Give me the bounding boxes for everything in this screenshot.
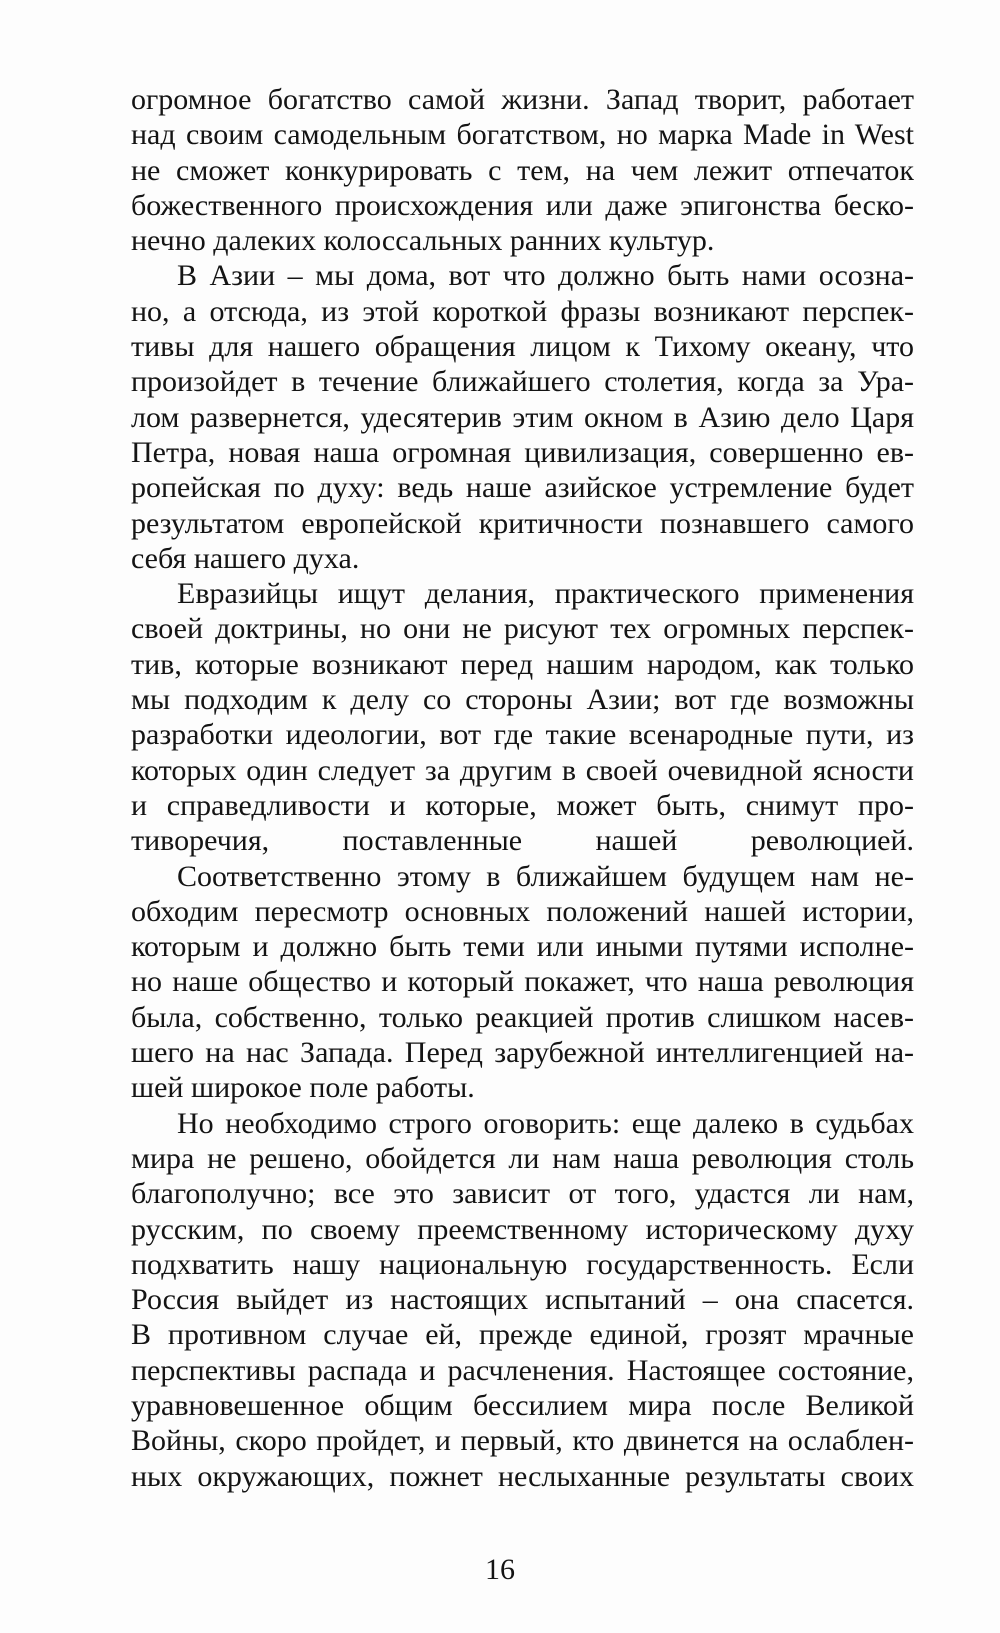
text-line: произойдет в течение ближайшего столетия, когда за Ура-: [131, 365, 914, 399]
text-line: Петра, новая наша огромная цивилизация, совершенно ев-: [131, 435, 914, 469]
text-line: Соответственно этому в ближайшем будущем нам не-: [177, 859, 914, 893]
text-line: перспективы распада и расчленения. Настоящее состояние,: [131, 1353, 914, 1387]
text-line: себя нашего духа.: [131, 541, 360, 575]
text-line: мы подходим к делу со стороны Азии; вот где возможны: [131, 683, 914, 717]
text-line: Но необходимо строго оговорить: еще далеко в судьбах: [177, 1106, 914, 1140]
text-line: но, а отсюда, из этой короткой фразы возникают перспек-: [131, 294, 914, 328]
text-line: Войны, скоро пройдет, и первый, кто двинется на ослаблен-: [131, 1424, 914, 1458]
text-line: не сможет конкурировать с тем, на чем лежит отпечаток: [131, 153, 914, 187]
text-line: обходим пересмотр основных положений нашей истории,: [131, 894, 914, 928]
text-line: В противном случае ей, прежде единой, грозят мрачные: [131, 1318, 914, 1352]
text-line: огромное богатство самой жизни. Запад творит, работает: [131, 83, 914, 116]
text-line: русским, по своему преемственному историческому духу: [131, 1212, 914, 1246]
text-line: своей доктрины, но они не рисуют тех огромных перспек-: [131, 612, 914, 646]
text-line: В Азии – мы дома, вот что должно быть нами осозна-: [177, 259, 914, 293]
text-line: лом развернется, удесятерив этим окном в Азию дело Царя: [131, 400, 914, 434]
text-line: нечно далеких колоссальных ранних культур.: [131, 224, 715, 258]
text-line: над своим самодельным богатством, но марка Made in West: [131, 118, 914, 152]
text-line: но наше общество и который покажет, что наша революция: [131, 965, 914, 999]
text-line: результатом европейской критичности познавшего самого: [131, 506, 914, 540]
text-line: Россия выйдет из настоящих испытаний – она спасется.: [131, 1283, 914, 1317]
text-line: тив, которые возникают перед нашим народом, как только: [131, 647, 914, 681]
body-text: [131, 82, 914, 1494]
text-line: благополучно; все это зависит от того, удастся ли нам,: [131, 1177, 914, 1211]
page-number: 16: [485, 1553, 515, 1586]
text-line: божественного происхождения или даже эпигонства беско-: [131, 188, 914, 222]
text-line: Евразийцы ищут делания, практического применения: [177, 577, 914, 611]
text-line: ропейская по духу: ведь наше азийское устремление будет: [131, 471, 914, 505]
text-line: подхватить нашу национальную государственность. Если: [131, 1247, 914, 1281]
text-line: которым и должно быть теми или иными путями исполне-: [131, 930, 914, 964]
text-line: была, собственно, только реакцией против слишком насев-: [131, 1000, 914, 1034]
text-line: разработки идеологии, вот где такие всенародные пути, из: [131, 718, 914, 752]
text-line: уравновешенное общим бессилием мира после Великой: [131, 1388, 914, 1422]
text-line: мира не решено, обойдется ли нам наша революция столь: [131, 1141, 914, 1175]
text-line: тивы для нашего обращения лицом к Тихому океану, что: [131, 330, 914, 364]
text-line: тиворечия, поставленные нашей революцией.: [131, 824, 914, 858]
text-line: ных окружающих, пожнет неслыханные результаты своих: [131, 1459, 914, 1493]
text-line: шего на нас Запада. Перед зарубежной интеллигенцией на-: [131, 1036, 914, 1070]
text-line: шей широкое поле работы.: [131, 1071, 475, 1105]
text-line: которых один следует за другим в своей очевидной ясности: [131, 753, 914, 787]
text-line: и справедливости и которые, может быть, снимут про-: [131, 788, 914, 822]
